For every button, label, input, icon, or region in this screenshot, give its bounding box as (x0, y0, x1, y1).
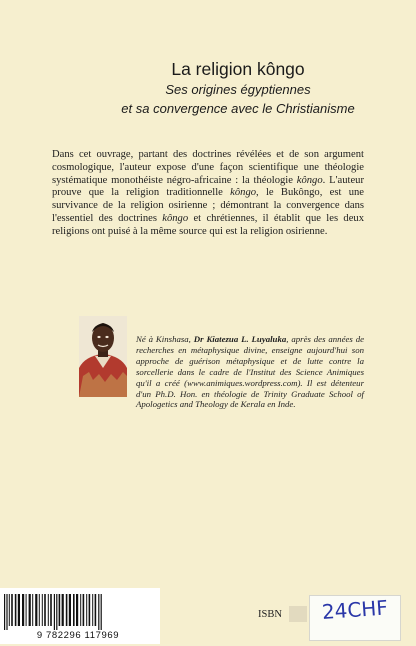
barcode-bar (32, 594, 33, 626)
author-photo (79, 316, 127, 397)
barcode-bar (56, 594, 57, 630)
barcode-bar (18, 594, 20, 626)
barcode-bar (80, 594, 81, 626)
barcode-bar (35, 594, 37, 626)
barcode-bar (44, 594, 46, 626)
barcode-bar (89, 594, 91, 626)
barcode (0, 588, 160, 644)
barcode-bar (54, 594, 55, 630)
book-subtitle-line-1: Ses origines égyptiennes (165, 82, 311, 97)
barcode-bar (59, 594, 61, 626)
barcode-bar (15, 594, 17, 626)
book-description (52, 149, 364, 238)
isbn-number-faded (289, 606, 307, 622)
book-subtitle-line-2: et sa convergence avec le Christianisme (121, 101, 355, 116)
barcode-bar (4, 594, 5, 630)
barcode-bar (92, 594, 93, 626)
barcode-bar (69, 594, 71, 626)
description-text: et chrétiennes, il établit que les deux religions ont puisé à la même source qui est la religion osirienne. (52, 212, 364, 237)
barcode-bar (39, 594, 40, 626)
barcode-number: 9 782296 117969 (36, 630, 120, 641)
barcode-bar (11, 594, 13, 626)
barcode-bar (48, 594, 49, 626)
description-emphasis: kôngo (296, 174, 323, 186)
barcode-bar (83, 594, 85, 626)
barcode-bar (22, 594, 24, 626)
barcode-bar (29, 594, 31, 626)
title-block (88, 58, 388, 118)
bio-prefix: Né à Kinshasa, (136, 334, 194, 344)
barcode-bar (95, 594, 97, 626)
barcode-bar (6, 594, 7, 630)
author-name: Dr Kiatezua L. Luyaluka (193, 334, 287, 344)
price-sticker (309, 595, 401, 641)
barcode-bar (73, 594, 75, 626)
description-emphasis: kôngo (162, 212, 189, 224)
barcode-bar (26, 594, 27, 626)
barcode-bars (2, 594, 158, 630)
barcode-bar (76, 594, 78, 626)
barcode-bar (62, 594, 64, 626)
description-text: Dans cet ouvrage, partant des doctrines révélées et de son argument cosmologique, l'auteur expose d'une façon scientifique une théologie systématique monothéiste négro-africaine : la théologie (52, 149, 364, 186)
barcode-bar (9, 594, 10, 626)
book-title: La religion kôngo (171, 59, 305, 79)
author-portrait-drawing (79, 316, 127, 397)
barcode-bar (50, 594, 52, 626)
price-handwriting: 24CHF (321, 595, 389, 624)
barcode-bar (66, 594, 68, 626)
description-text: , le Bukôngo, est une survivance de la religion osirienne ; démontrant la convergence dans l'essentiel des doctrines (52, 187, 364, 224)
description-emphasis: kôngo (230, 187, 257, 199)
description-text: . L'auteur prouve que la religion traditionnelle (52, 174, 364, 199)
author-bio (136, 334, 364, 410)
barcode-bar (98, 594, 99, 630)
bio-text: , après des années de recherches en métaphysique divine, enseigne aujourd'hui son approche de guérison métaphysique et de lutte contre la sorcellerie dans le cadre de l'Institut des Science Animiques qu'il a créé (www.animiques.wordpress.com). Il est détenteur d'un Ph.D. Hon. en théologie de Trinity Graduate School of Apologetics and Theology de Kerala en Inde. (136, 334, 364, 410)
barcode-bar (42, 594, 43, 626)
barcode-bar (101, 594, 102, 630)
barcode-bar (86, 594, 87, 626)
isbn-label: ISBN (258, 609, 282, 620)
